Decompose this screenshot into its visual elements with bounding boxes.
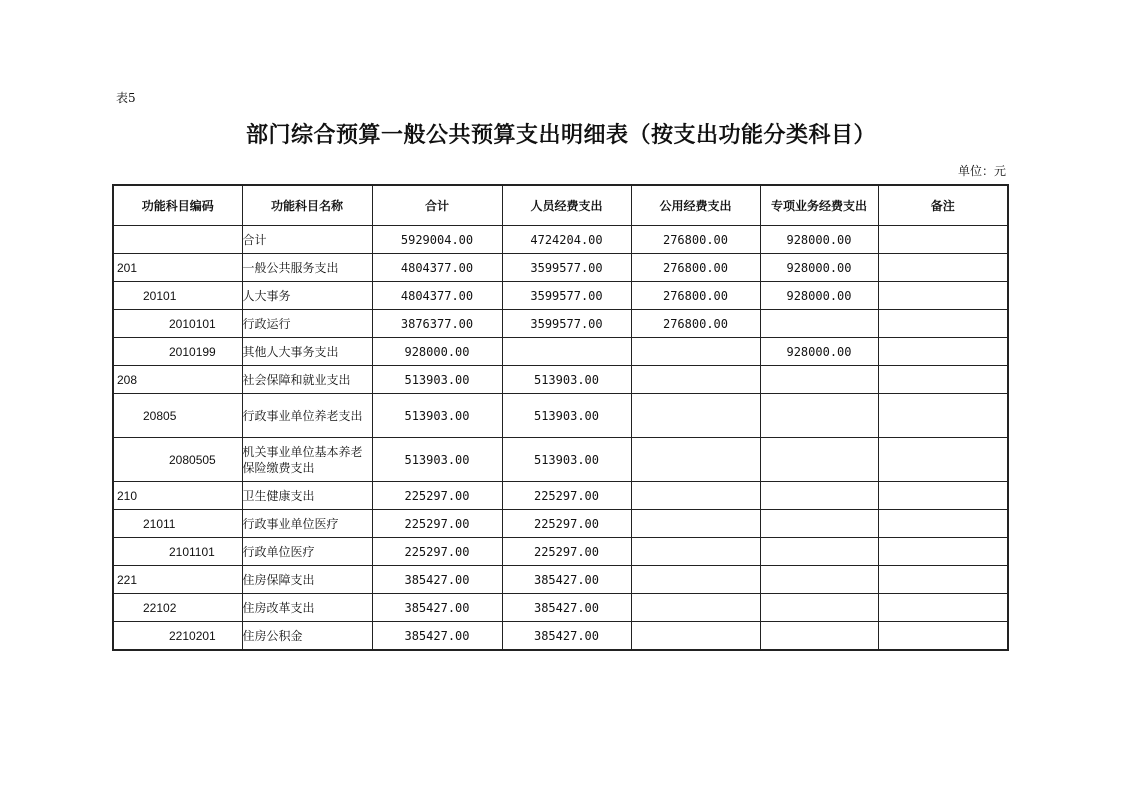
cell-public (631, 594, 760, 622)
cell-total: 513903.00 (372, 438, 502, 482)
cell-name: 住房公积金 (242, 622, 372, 651)
cell-code: 2010199 (113, 338, 242, 366)
table-row (113, 510, 1008, 538)
cell-note (878, 254, 1008, 282)
cell-special: 928000.00 (760, 226, 878, 254)
cell-personnel: 3599577.00 (502, 282, 631, 310)
cell-name: 社会保障和就业支出 (242, 366, 372, 394)
cell-personnel: 513903.00 (502, 438, 631, 482)
cell-code (113, 226, 242, 254)
table-row (113, 226, 1008, 254)
header-function-name: 功能科目名称 (242, 185, 372, 226)
cell-note (878, 310, 1008, 338)
cell-total: 513903.00 (372, 366, 502, 394)
cell-total: 4804377.00 (372, 254, 502, 282)
cell-special: 928000.00 (760, 338, 878, 366)
cell-total: 4804377.00 (372, 282, 502, 310)
cell-name: 住房改革支出 (242, 594, 372, 622)
cell-personnel: 385427.00 (502, 566, 631, 594)
cell-name: 人大事务 (242, 282, 372, 310)
cell-code: 21011 (113, 510, 242, 538)
table-row (113, 338, 1008, 366)
table-row (113, 438, 1008, 482)
cell-note (878, 338, 1008, 366)
expenditure-detail-table (112, 184, 1009, 651)
cell-note (878, 538, 1008, 566)
cell-special (760, 394, 878, 438)
header-total: 合计 (372, 185, 502, 226)
cell-total: 385427.00 (372, 566, 502, 594)
cell-public: 276800.00 (631, 310, 760, 338)
cell-special (760, 594, 878, 622)
cell-personnel: 4724204.00 (502, 226, 631, 254)
cell-special (760, 538, 878, 566)
cell-name: 行政事业单位医疗 (242, 510, 372, 538)
table-row (113, 366, 1008, 394)
cell-public (631, 338, 760, 366)
unit-label: 单位：元 (957, 164, 1006, 178)
table-row (113, 566, 1008, 594)
header-special-expense: 专项业务经费支出 (760, 185, 878, 226)
header-public-expense: 公用经费支出 (631, 185, 760, 226)
cell-note (878, 366, 1008, 394)
cell-public: 276800.00 (631, 282, 760, 310)
cell-total: 225297.00 (372, 538, 502, 566)
cell-code: 20805 (113, 394, 242, 438)
cell-public: 276800.00 (631, 254, 760, 282)
cell-name: 行政单位医疗 (242, 538, 372, 566)
cell-code: 201 (113, 254, 242, 282)
cell-name: 卫生健康支出 (242, 482, 372, 510)
cell-public (631, 366, 760, 394)
table-row (113, 482, 1008, 510)
cell-note (878, 594, 1008, 622)
cell-special (760, 438, 878, 482)
table-row (113, 594, 1008, 622)
header-function-code: 功能科目编码 (113, 185, 242, 226)
cell-name: 机关事业单位基本养老保险缴费支出 (242, 438, 372, 482)
cell-public (631, 510, 760, 538)
cell-name: 一般公共服务支出 (242, 254, 372, 282)
cell-total: 928000.00 (372, 338, 502, 366)
cell-name: 住房保障支出 (242, 566, 372, 594)
cell-note (878, 438, 1008, 482)
cell-special: 928000.00 (760, 282, 878, 310)
cell-code: 2101101 (113, 538, 242, 566)
table-row (113, 254, 1008, 282)
cell-note (878, 482, 1008, 510)
cell-total: 513903.00 (372, 394, 502, 438)
cell-public (631, 394, 760, 438)
cell-name: 其他人大事务支出 (242, 338, 372, 366)
header-row (113, 185, 1008, 226)
cell-note (878, 566, 1008, 594)
cell-public (631, 482, 760, 510)
cell-special (760, 482, 878, 510)
cell-special (760, 566, 878, 594)
cell-name: 合计 (242, 226, 372, 254)
cell-total: 385427.00 (372, 622, 502, 651)
cell-name: 行政运行 (242, 310, 372, 338)
cell-code: 20101 (113, 282, 242, 310)
cell-note (878, 394, 1008, 438)
cell-note (878, 510, 1008, 538)
cell-personnel: 225297.00 (502, 510, 631, 538)
cell-public: 276800.00 (631, 226, 760, 254)
cell-public (631, 438, 760, 482)
cell-personnel: 385427.00 (502, 594, 631, 622)
header-personnel-expense: 人员经费支出 (502, 185, 631, 226)
table-row (113, 538, 1008, 566)
cell-personnel: 3599577.00 (502, 310, 631, 338)
cell-personnel: 513903.00 (502, 366, 631, 394)
table-row (113, 282, 1008, 310)
cell-code: 2080505 (113, 438, 242, 482)
cell-code: 2210201 (113, 622, 242, 651)
cell-personnel: 3599577.00 (502, 254, 631, 282)
table-row (113, 310, 1008, 338)
cell-special: 928000.00 (760, 254, 878, 282)
cell-name: 行政事业单位养老支出 (242, 394, 372, 438)
cell-personnel (502, 338, 631, 366)
table-row (113, 622, 1008, 651)
cell-code: 208 (113, 366, 242, 394)
cell-personnel: 513903.00 (502, 394, 631, 438)
cell-note (878, 622, 1008, 651)
cell-note (878, 282, 1008, 310)
table-number-label: 表5 (116, 91, 136, 105)
cell-note (878, 226, 1008, 254)
table-row (113, 394, 1008, 438)
cell-total: 3876377.00 (372, 310, 502, 338)
cell-special (760, 310, 878, 338)
cell-total: 225297.00 (372, 482, 502, 510)
cell-personnel: 385427.00 (502, 622, 631, 651)
cell-personnel: 225297.00 (502, 538, 631, 566)
cell-public (631, 538, 760, 566)
header-remarks: 备注 (878, 185, 1008, 226)
cell-public (631, 622, 760, 651)
cell-personnel: 225297.00 (502, 482, 631, 510)
page-title: 部门综合预算一般公共预算支出明细表（按支出功能分类科目） (245, 123, 876, 148)
cell-total: 225297.00 (372, 510, 502, 538)
cell-special (760, 366, 878, 394)
cell-code: 22102 (113, 594, 242, 622)
cell-special (760, 510, 878, 538)
cell-public (631, 566, 760, 594)
cell-special (760, 622, 878, 651)
cell-code: 221 (113, 566, 242, 594)
cell-total: 385427.00 (372, 594, 502, 622)
cell-code: 210 (113, 482, 242, 510)
cell-code: 2010101 (113, 310, 242, 338)
cell-total: 5929004.00 (372, 226, 502, 254)
